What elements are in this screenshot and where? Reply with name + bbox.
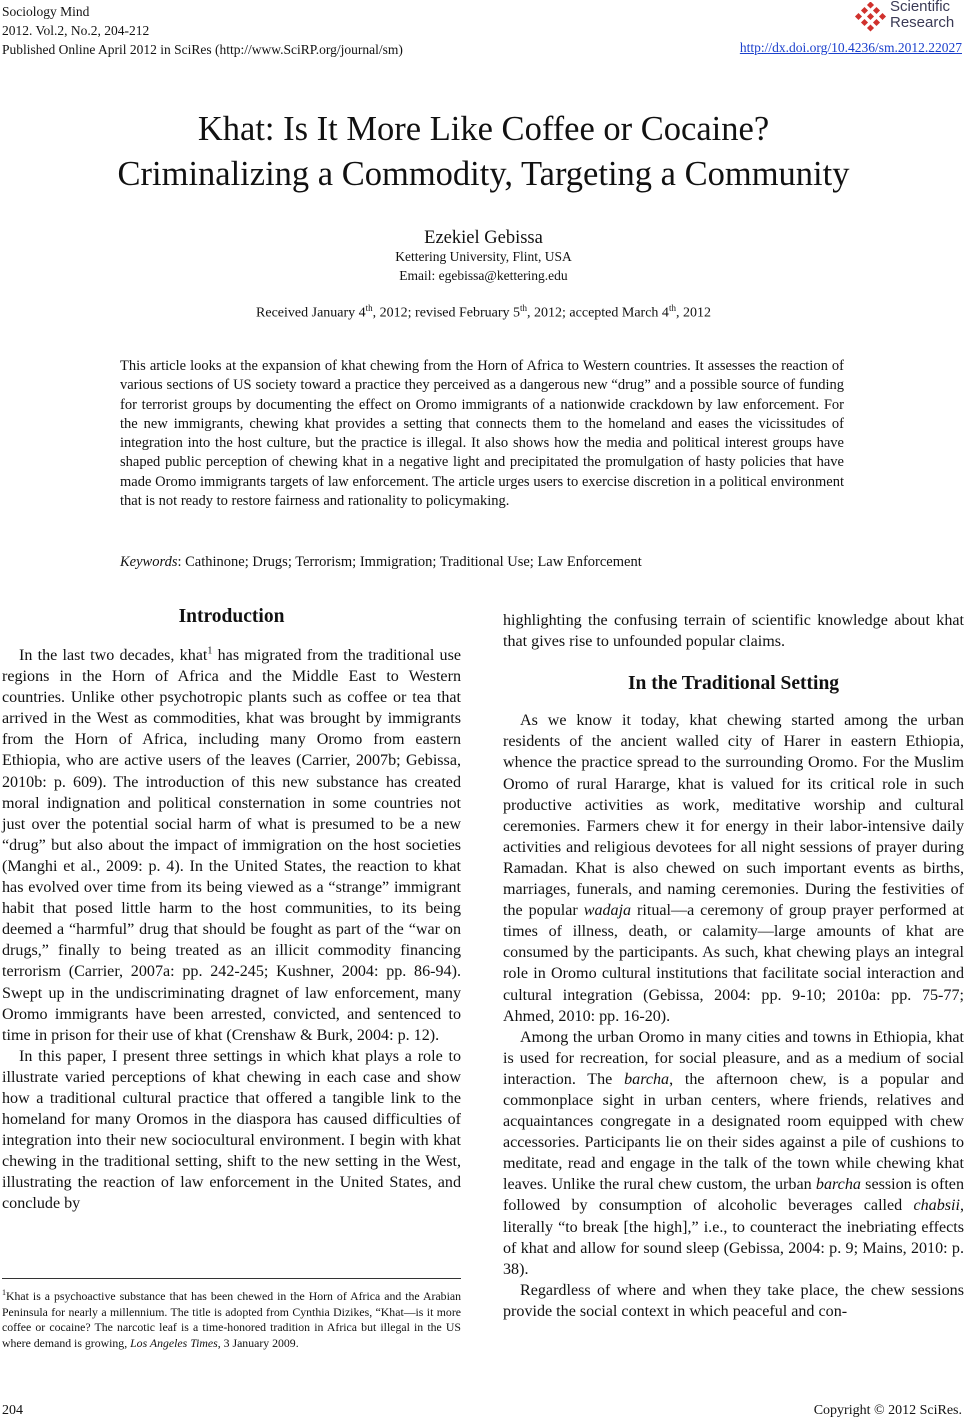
journal-name: Sociology Mind	[2, 4, 90, 19]
footnote-divider	[2, 1278, 461, 1279]
article-title-line-1: Khat: Is It More Like Coffee or Cocaine?	[197, 110, 770, 148]
publication-info: Published Online April 2012 in SciRes (http://www.SciRP.org/journal/sm)	[2, 42, 403, 57]
author-name: Ezekiel Gebissa	[424, 228, 543, 248]
journal-volume: 2012. Vol.2, No.2, 204-212	[2, 23, 150, 38]
paragraph: Regardless of where and when they take place, the chew sessions provide the social context in which peaceful and con-	[503, 1281, 964, 1320]
paragraph: As we know it today, khat chewing started among the urban residents of the ancient walled city of Harer in eastern Ethiopia, whence the practice spread to the surrounding Oromo. For the Muslim Oromo of rural Hararge, khat is valued for its critical role in such productive activities as work, meditative worship and cultural ceremonies. Farmers chew it for energy in their labor-intensive daily activities and religious devotees for all night sessions of prayer during Ramadan. Khat is also chewed on such important events as births, marriages, funerals, and naming ceremonies. During the festivities of the popular wadaja ritual—a ceremony of group prayer performed at times of illness, death, or calamity—large amounts of khat are consumed by the participants. As such, khat chewing plays an integral role in Oromo cultural institutions that facilitate social interaction and cultural integration (Gebissa, 2004: pp. 9-10; 2010a: pp. 75-77; Ahmed, 2010: pp. 16-20).	[503, 712, 964, 1025]
footnote-marker[interactable]: 1	[207, 645, 213, 657]
abstract: This article looks at the expansion of khat chewing from the Horn of Africa to Western countries. It assesses the reaction of various sections of US society toward a practice they perceived as a dangerous new “drug” and a possible source of funding for terrorist groups by documenting the effect on Oromo immigrants of a nationwide crackdown by law enforcement. For the new immigrants, chewing khat provides a setting that connects them to the homeland and eases the vicissitudes of integration into the host culture, but the practice is illegal. It also shows how the media and political interest groups have shaped public perception of chewing khat in a negative light and precipitated the promulgation of hasty policies that have made Oromo immigrants targets of law enforcement. The article urges users to exercise discretion in a political environment that is not ready to restore fairness and rationality to policymaking.	[120, 358, 844, 510]
received-dates: Received January 4th, 2012; revised February 5th, 2012; accepted March 4th, 2012	[256, 303, 711, 321]
logo-icon	[854, 2, 888, 32]
paragraph: Among the urban Oromo in many cities and towns in Ethiopia, khat is used for recreation, for social pleasure, and as a medium of social interaction. The barcha, the afternoon chew, is a popular and commonplace sight in urban centers, where friends, relatives and acquaintances congregate in a designated room equipped with chew accessories. Participants lie on their sides against a pile of cushions to meditate, read and engage in the talk of the town while chewing khat leaves. Unlike the rural chew custom, the urban barcha session is often followed by consumption of alcoholic beverages called chabsii, literally “to break [the high],” i.e., to counteract the inebriating effects of khat and allow for sound sleep (Gebissa, 2004: p. 9; Mains, 2010: p. 38).	[503, 1028, 964, 1278]
keywords-label: Keywords	[120, 554, 178, 570]
scientific-research-logo	[854, 0, 964, 36]
section-heading-traditional-setting: In the Traditional Setting	[627, 673, 840, 695]
page-number: 204	[2, 1403, 23, 1418]
right-column	[503, 610, 964, 1322]
keywords	[120, 554, 844, 571]
left-column	[2, 606, 461, 1215]
author-affiliation: Kettering University, Flint, USA	[395, 249, 572, 264]
paragraph: In this paper, I present three settings in which khat plays a role to illustrate varied perceptions of khat chewing in each case and show how a traditional cultural practice that offered a tangible link to the homeland for many Oromos in the diaspora has caused difficulties of integration into their new sociocultural environment. I begin with khat chewing in the traditional setting, shift to the new setting in the West, illustrating the reaction of law enforcement in the United States, and conclude by	[2, 1047, 461, 1213]
author-email: Email: egebissa@kettering.edu	[399, 268, 568, 283]
logo-text: Scientific Research	[890, 0, 955, 31]
footnote: $^1$Khat is a psychoactive substance that has been chewed in the Horn of Africa and the Arabian Peninsula for nearly a millennium. The title is adopted from Cynthia Dizikes, “Khat—is it more coffee or cocaine? The narcotic leaf is a time-honored tradition in Africa but illegal in the US where demand is growing, Los Angeles Times, 3 January 2009.	[2, 1288, 461, 1350]
section-heading-introduction: Introduction	[178, 606, 285, 627]
keywords-list: : Cathinone; Drugs; Terrorism; Immigration; Traditional Use; Law Enforcement	[177, 554, 642, 570]
paragraph: In the last two decades, khat$^1$ has migrated from the traditional use regions in the Horn of Africa and the Middle East to Western countries. Unlike other psychotropic plants such as coffee or tea that arrived in the West as commodities, khat was brought by immigrants from the Horn of Africa, including many Oromo from eastern Ethiopia, who are active users of the leaves (Carrier, 2007b; Gebissa, 2010b: p. 609). The introduction of this new substance has created moral indignation and political consternation in some countries not just over the potential social harm of what is presumed to be a new “drug” but also about the impact of immigration on the host societies (Manghi et al., 2009: p. 4). In the United States, the reaction to khat has evolved over time from its being viewed as a “strange” immigrant habit that posed little harm to the host communities, to its being deemed a “harmful” drug that should be fought as part of the “war on drugs,” finally to being treated as an illicit commodity financing terrorism (Carrier, 2007a: pp. 242-245; Kushner, 2004: pp. 86-94). Swept up in the undiscriminating dragnet of law enforcement, many Oromo immigrants have been arrested, convicted, and sentenced to time in prison for their use of khat (Crenshaw & Burk, 2004: p. 12).	[2, 645, 461, 1044]
running-header	[2, 2, 403, 59]
article-title-line-2: Criminalizing a Commodity, Targeting a Community	[117, 155, 850, 193]
copyright-notice: Copyright © 2012 SciRes.	[813, 1403, 962, 1418]
paragraph: highlighting the confusing terrain of scientific knowledge about khat that gives rise to unfounded popular claims.	[503, 612, 964, 651]
doi-link[interactable]: http://dx.doi.org/10.4236/sm.2012.22027	[739, 40, 962, 55]
